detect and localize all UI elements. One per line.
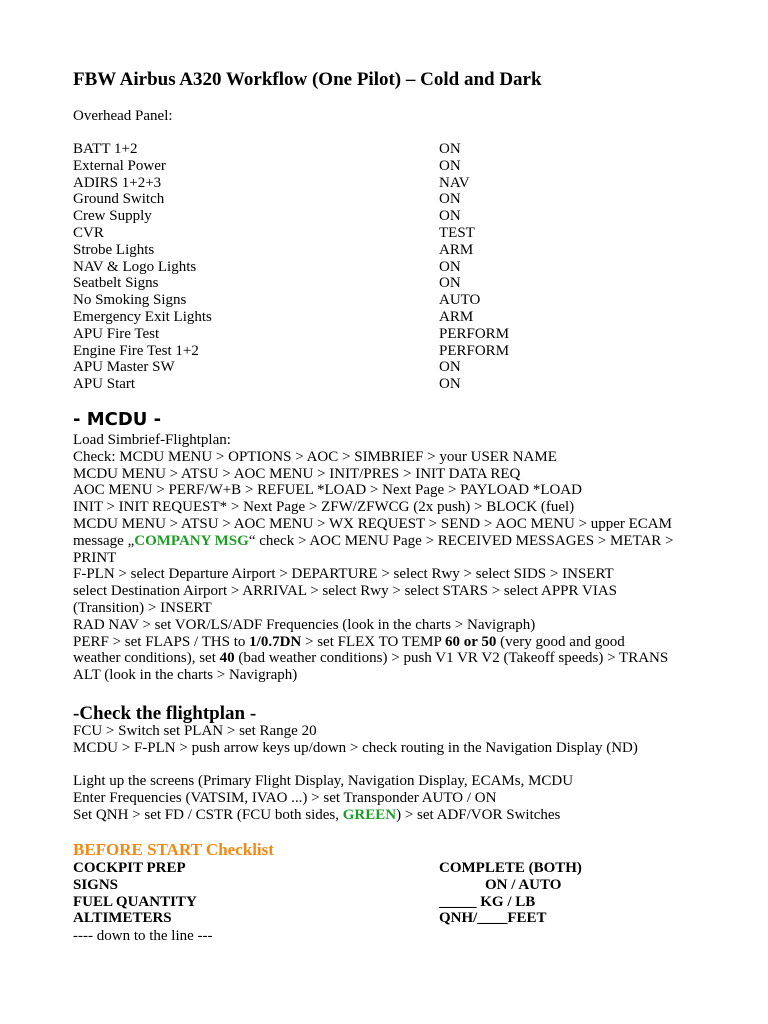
checklist-item — [73, 860, 713, 877]
document-title: FBW Airbus A320 Workflow (One Pilot) – Cold and Dark — [73, 69, 542, 90]
green-highlight: GREEN — [342, 806, 397, 823]
overhead-panel-label: Overhead Panel: — [73, 108, 173, 124]
flightplan-heading: -Check the flightplan - — [73, 703, 257, 724]
item-name: APU Fire Test — [73, 325, 160, 342]
company-msg-highlight: COMPANY MSG — [134, 532, 249, 549]
list-item — [73, 158, 713, 175]
instruction-line: MCDU MENU > ATSU > AOC MENU > INIT/PRES > INIT DATA REQ — [73, 465, 521, 482]
list-item — [73, 141, 713, 158]
item-value: ON — [439, 141, 461, 157]
mcdu-instructions — [73, 432, 703, 684]
list-item — [73, 359, 713, 376]
list-item — [73, 343, 713, 360]
before-start-checklist — [73, 860, 713, 927]
item-value: PERFORM — [439, 342, 510, 359]
down-to-the-line: ---- down to the line --- — [73, 928, 213, 944]
checklist-item-name: SIGNS — [73, 876, 119, 893]
instruction-line: INIT > INIT REQUEST* > Next Page > ZFW/ZFWCG (2x push) > BLOCK (fuel) — [73, 499, 575, 516]
instruction-line: Check: MCDU MENU > OPTIONS > AOC > SIMBRIEF > your USER NAME — [73, 448, 557, 465]
text-fragment: > set FLEX TO TEMP — [301, 633, 446, 650]
instruction-line: F-PLN > select Departure Airport > DEPARTURE > select Rwy > select SIDS > INSERT — [73, 566, 614, 583]
list-item — [73, 191, 713, 208]
checklist-item — [73, 910, 713, 927]
checklist-item-name: FUEL QUANTITY — [73, 893, 197, 910]
item-name: Crew Supply — [73, 208, 152, 225]
item-value: NAV — [439, 174, 470, 191]
list-item — [73, 208, 713, 225]
item-name: NAV & Logo Lights — [73, 258, 197, 275]
checklist-item-name: COCKPIT PREP — [73, 860, 186, 876]
checklist-item-value: _____ KG / LB — [439, 893, 536, 910]
item-name: Engine Fire Test 1+2 — [73, 342, 199, 359]
item-name: BATT 1+2 — [73, 141, 138, 157]
text-fragment: weather conditions), set — [73, 650, 220, 667]
checklist-item-name: ALTIMETERS — [73, 910, 172, 927]
list-item — [73, 326, 713, 343]
item-name: Strobe Lights — [73, 241, 155, 258]
text-fragment: PERF > set FLAPS / THS to — [73, 633, 250, 650]
list-item — [73, 292, 713, 309]
instruction-line: Load Simbrief-Flightplan: — [73, 432, 231, 448]
item-name: APU Master SW — [73, 359, 175, 376]
item-value: ON — [439, 275, 461, 292]
item-name: Ground Switch — [73, 191, 165, 208]
instruction-line: AOC MENU > PERF/W+B > REFUEL *LOAD > Next Page > PAYLOAD *LOAD — [73, 482, 582, 499]
mcdu-heading: - MCDU - — [73, 409, 162, 430]
instruction-line — [73, 807, 703, 824]
instruction-line: MCDU MENU > ATSU > AOC MENU > WX REQUEST > SEND > AOC MENU > upper ECAM — [73, 515, 672, 532]
instruction-line: FCU > Switch set PLAN > set Range 20 — [73, 723, 317, 739]
flaps-setting: 1/0.7DN — [249, 633, 302, 650]
flex-temp-bad-value: 40 — [219, 650, 235, 667]
item-value: ON — [439, 258, 461, 275]
item-name: Seatbelt Signs — [73, 275, 159, 292]
checklist-item — [73, 877, 713, 894]
checklist-item-value: COMPLETE (BOTH) — [439, 860, 582, 876]
item-name: No Smoking Signs — [73, 292, 187, 309]
text-fragment: (bad weather conditions) > push V1 VR V2 (Takeoff speeds) > TRANS — [234, 650, 669, 667]
list-item — [73, 275, 713, 292]
instruction-line: (Transition) > INSERT — [73, 599, 212, 616]
list-item — [73, 175, 713, 192]
list-item — [73, 376, 713, 393]
instruction-line — [73, 634, 703, 651]
item-name: External Power — [73, 157, 166, 174]
checklist-item — [73, 894, 713, 911]
item-name: CVR — [73, 224, 104, 241]
item-value: AUTO — [439, 292, 481, 309]
item-value: ON — [439, 359, 461, 376]
text-fragment: message „ — [73, 532, 135, 549]
instruction-line — [73, 533, 703, 550]
checklist-item-value: QNH/____FEET — [439, 910, 547, 927]
item-value: ON — [439, 208, 461, 225]
list-item — [73, 259, 713, 276]
overhead-panel-list — [73, 141, 713, 393]
instruction-line: ALT (look in the charts > Navigraph) — [73, 667, 298, 684]
instruction-line: MCDU > F-PLN > push arrow keys up/down > check routing in the Navigation Display (ND) — [73, 739, 638, 756]
checklist-item-value: ON / AUTO — [485, 876, 562, 893]
text-fragment: ) > set ADF/VOR Switches — [396, 806, 561, 823]
instruction-line: Enter Frequencies (VATSIM, IVAO ...) > set Transponder AUTO / ON — [73, 790, 497, 807]
flightplan-instructions — [73, 723, 703, 824]
item-name: APU Start — [73, 376, 136, 393]
item-value: ON — [439, 191, 461, 208]
text-fragment: (very good and good — [496, 633, 625, 650]
list-item — [73, 309, 713, 326]
instruction-line: select Destination Airport > ARRIVAL > select Rwy > select STARS > select APPR VIAS — [73, 583, 617, 600]
text-fragment: Set QNH > set FD / CSTR (FCU both sides, — [73, 806, 343, 823]
item-value: ARM — [439, 308, 474, 325]
text-fragment: “ check > AOC MENU Page > RECEIVED MESSAGES > METAR > — [248, 532, 674, 549]
flex-temp-value: 60 or 50 — [445, 633, 497, 650]
item-name: Emergency Exit Lights — [73, 308, 212, 325]
item-value: ARM — [439, 241, 474, 258]
item-value: TEST — [439, 224, 475, 241]
item-value: ON — [439, 376, 461, 393]
list-item — [73, 242, 713, 259]
instruction-line: Light up the screens (Primary Flight Display, Navigation Display, ECAMs, MCDU — [73, 773, 574, 790]
instruction-line: PRINT — [73, 549, 117, 566]
item-value: ON — [439, 157, 461, 174]
list-item — [73, 225, 713, 242]
instruction-line — [73, 650, 703, 667]
item-name: ADIRS 1+2+3 — [73, 174, 162, 191]
instruction-line: RAD NAV > set VOR/LS/ADF Frequencies (look in the charts > Navigraph) — [73, 616, 536, 633]
before-start-checklist-heading: BEFORE START Checklist — [73, 840, 274, 859]
item-value: PERFORM — [439, 325, 510, 342]
